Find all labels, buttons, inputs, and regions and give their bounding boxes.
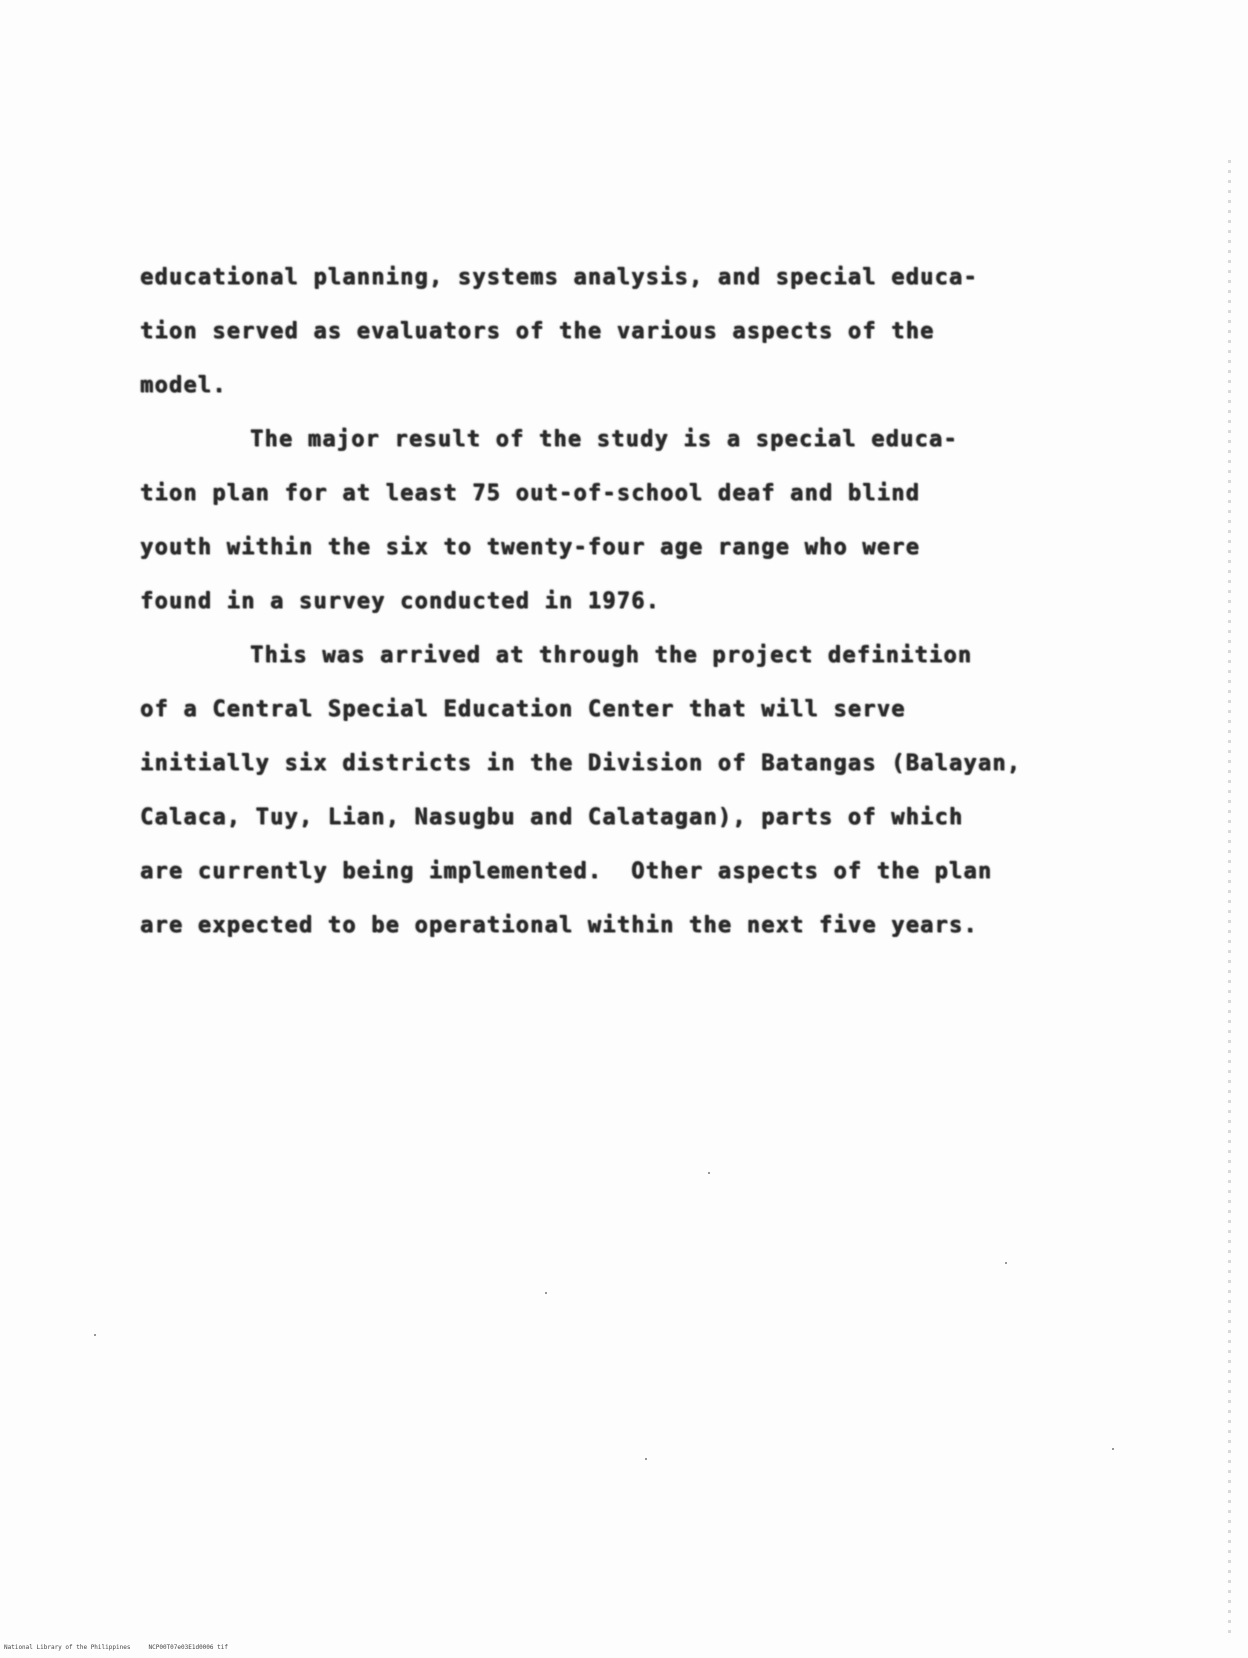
footer-caption <box>4 1644 228 1651</box>
body-line-12: are currently being implemented. Other aspects of the plan <box>140 859 993 884</box>
scan-edge-artifact <box>1228 160 1231 1640</box>
body-line-11: Calaca, Tuy, Lian, Nasugbu and Calatagan), parts of which <box>140 805 964 830</box>
body-line-8: This was arrived at through the project definition <box>250 643 973 668</box>
body-line-1: educational planning, systems analysis, and special educa- <box>140 265 978 290</box>
body-line-6: youth within the six to twenty-four age range who were <box>140 535 921 560</box>
footer-file-id: NCP00T07e03E1d0006 tif <box>148 1644 228 1651</box>
scan-speck <box>545 1292 547 1294</box>
body-line-9: of a Central Special Education Center that will serve <box>140 697 906 722</box>
body-line-13: are expected to be operational within the next five years. <box>140 913 978 938</box>
body-line-7: found in a survey conducted in 1976. <box>140 589 661 614</box>
scan-speck <box>645 1458 647 1460</box>
body-line-10: initially six districts in the Division of Batangas (Balayan, <box>140 751 1022 776</box>
scan-speck <box>1112 1448 1114 1450</box>
scan-speck <box>94 1334 96 1336</box>
body-line-5: tion plan for at least 75 out-of-school deaf and blind <box>140 481 921 506</box>
scan-speck <box>1005 1262 1007 1264</box>
scan-speck <box>708 1172 710 1174</box>
body-line-3: model. <box>140 373 227 398</box>
body-line-4: The major result of the study is a special educa- <box>250 427 958 452</box>
footer-library: National Library of the Philippines <box>4 1644 131 1651</box>
body-line-2: tion served as evaluators of the various aspects of the <box>140 319 935 344</box>
